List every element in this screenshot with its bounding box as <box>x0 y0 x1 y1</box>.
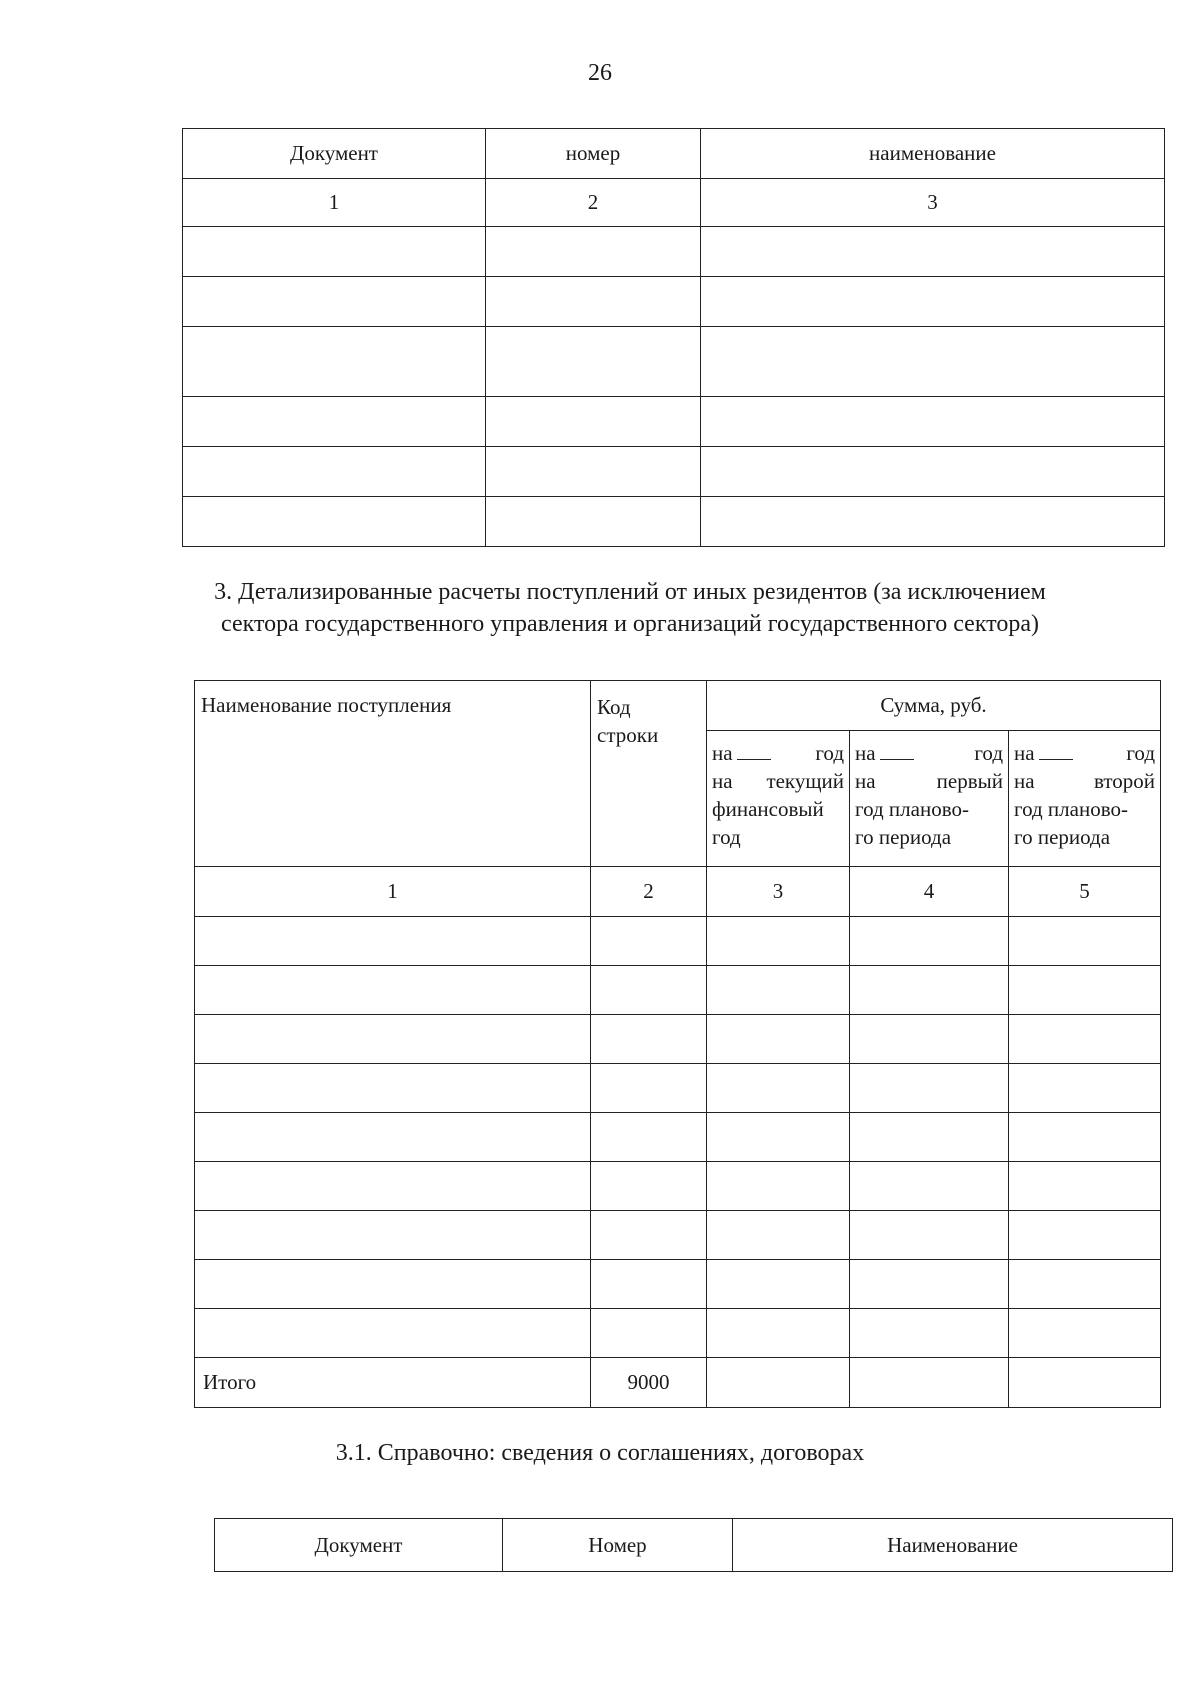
documents-table <box>182 128 1165 547</box>
table-cell <box>195 966 591 1015</box>
table-cell <box>850 966 1009 1015</box>
period-line: финансовый <box>712 797 824 821</box>
column-number-row <box>183 179 1165 227</box>
period-prefix: на <box>855 741 876 765</box>
table-row <box>183 327 1165 397</box>
table-cell <box>701 447 1165 497</box>
column-number: 4 <box>850 867 1009 917</box>
year-blank <box>1039 743 1073 760</box>
period-year: год <box>815 741 844 765</box>
column-number: 1 <box>183 179 486 227</box>
table-row <box>183 277 1165 327</box>
period-word: первый <box>936 769 1003 793</box>
table-cell <box>195 1015 591 1064</box>
period-year: год <box>1126 741 1155 765</box>
table-cell <box>707 1309 850 1358</box>
table-cell <box>1009 966 1161 1015</box>
table-cell <box>1009 1015 1161 1064</box>
receipts-table <box>194 680 1161 1408</box>
table-cell <box>486 327 701 397</box>
period-line: го периода <box>855 825 952 849</box>
table-cell <box>1009 1309 1161 1358</box>
table-cell <box>707 1015 850 1064</box>
table-cell <box>195 917 591 966</box>
table-header-row <box>183 129 1165 179</box>
header-line-code-line2: строки <box>597 723 659 747</box>
table-row <box>195 1211 1161 1260</box>
table-cell <box>183 277 486 327</box>
table-cell <box>195 1113 591 1162</box>
table-row <box>183 227 1165 277</box>
table-cell <box>183 397 486 447</box>
period-line: го периода <box>1014 825 1111 849</box>
table-cell <box>707 1358 850 1408</box>
total-line-code: 9000 <box>591 1358 707 1408</box>
table-cell <box>850 917 1009 966</box>
table-row <box>195 1309 1161 1358</box>
period-line: год планово- <box>855 797 969 821</box>
section-3-title-line2: сектора государственного управления и организаций государственного сектора) <box>221 611 1039 637</box>
column-number-row <box>195 867 1161 917</box>
table-cell <box>707 917 850 966</box>
header-line-code <box>591 681 707 867</box>
table-cell <box>1009 1064 1161 1113</box>
header-line-code-line1: Код <box>597 695 631 719</box>
table-cell <box>707 1211 850 1260</box>
period-word: на <box>855 769 876 793</box>
table-cell <box>195 1211 591 1260</box>
total-row <box>195 1358 1161 1408</box>
total-label: Итого <box>195 1358 591 1408</box>
table-cell <box>701 277 1165 327</box>
period-prefix: на <box>1014 741 1035 765</box>
agreements-table <box>214 1518 1173 1572</box>
table-cell <box>701 327 1165 397</box>
table-cell <box>183 227 486 277</box>
table-cell <box>701 497 1165 547</box>
period-word: на <box>1014 769 1035 793</box>
table-cell <box>701 397 1165 447</box>
table-cell <box>850 1260 1009 1309</box>
table-cell <box>591 1211 707 1260</box>
table-cell <box>486 277 701 327</box>
table-cell <box>591 1113 707 1162</box>
column-number: 2 <box>486 179 701 227</box>
table-cell <box>701 227 1165 277</box>
table-cell <box>850 1358 1009 1408</box>
table-cell <box>195 1260 591 1309</box>
table-row <box>195 966 1161 1015</box>
table-cell <box>1009 1211 1161 1260</box>
table-cell <box>591 1260 707 1309</box>
column-number: 3 <box>707 867 850 917</box>
table-cell <box>707 1113 850 1162</box>
period-word: на <box>712 769 733 793</box>
header-number: номер <box>486 129 701 179</box>
table-cell <box>183 497 486 547</box>
table-cell <box>195 1309 591 1358</box>
period-line: год планово- <box>1014 797 1128 821</box>
table-cell <box>486 397 701 447</box>
table-header-row <box>215 1519 1173 1572</box>
table-cell <box>591 1064 707 1113</box>
header-sum: Сумма, руб. <box>707 681 1161 731</box>
header-period-second-plan-year <box>1009 731 1161 867</box>
year-blank <box>737 743 771 760</box>
table-cell <box>1009 1358 1161 1408</box>
header-name: наименование <box>701 129 1165 179</box>
table-cell <box>850 1015 1009 1064</box>
table-row <box>183 397 1165 447</box>
table-row <box>183 447 1165 497</box>
table-cell <box>707 966 850 1015</box>
table-cell <box>850 1064 1009 1113</box>
table-row <box>195 1015 1161 1064</box>
table-row <box>195 1260 1161 1309</box>
section-3-1-title: 3.1. Справочно: сведения о соглашениях, договорах <box>335 1440 865 1466</box>
table-row <box>195 1162 1161 1211</box>
table-cell <box>195 1162 591 1211</box>
header-document: Документ <box>215 1519 503 1572</box>
header-receipt-name: Наименование поступления <box>195 681 591 867</box>
table-cell <box>591 917 707 966</box>
table-row <box>195 917 1161 966</box>
period-word: текущий <box>766 769 844 793</box>
column-number: 1 <box>195 867 591 917</box>
table-cell <box>850 1113 1009 1162</box>
table-row <box>195 1113 1161 1162</box>
column-number: 3 <box>701 179 1165 227</box>
table-cell <box>591 1015 707 1064</box>
section-3-title <box>150 576 1110 640</box>
year-blank <box>880 743 914 760</box>
table-cell <box>1009 1162 1161 1211</box>
table-cell <box>195 1064 591 1113</box>
table-cell <box>486 227 701 277</box>
section-3-title-line1: 3. Детализированные расчеты поступлений от иных резидентов (за исключением <box>214 579 1046 605</box>
table-cell <box>1009 1113 1161 1162</box>
header-document: Документ <box>183 129 486 179</box>
period-prefix: на <box>712 741 733 765</box>
table-cell <box>1009 917 1161 966</box>
table-row <box>183 497 1165 547</box>
period-word: второй <box>1093 769 1155 793</box>
table-cell <box>591 966 707 1015</box>
table-cell <box>591 1309 707 1358</box>
period-line: год <box>712 825 741 849</box>
table-cell <box>707 1162 850 1211</box>
table-cell <box>707 1260 850 1309</box>
table-header-row <box>195 681 1161 731</box>
header-name: Наименование <box>733 1519 1173 1572</box>
page-number: 26 <box>588 60 612 86</box>
column-number: 2 <box>591 867 707 917</box>
table-cell <box>850 1211 1009 1260</box>
period-year: год <box>974 741 1003 765</box>
header-period-first-plan-year <box>850 731 1009 867</box>
table-cell <box>707 1064 850 1113</box>
table-cell <box>486 497 701 547</box>
table-cell <box>183 447 486 497</box>
header-period-current-year <box>707 731 850 867</box>
table-cell <box>850 1162 1009 1211</box>
table-row <box>195 1064 1161 1113</box>
table-cell <box>183 327 486 397</box>
table-cell <box>850 1309 1009 1358</box>
table-cell <box>486 447 701 497</box>
table-cell <box>591 1162 707 1211</box>
header-number: Номер <box>503 1519 733 1572</box>
table-cell <box>1009 1260 1161 1309</box>
column-number: 5 <box>1009 867 1161 917</box>
